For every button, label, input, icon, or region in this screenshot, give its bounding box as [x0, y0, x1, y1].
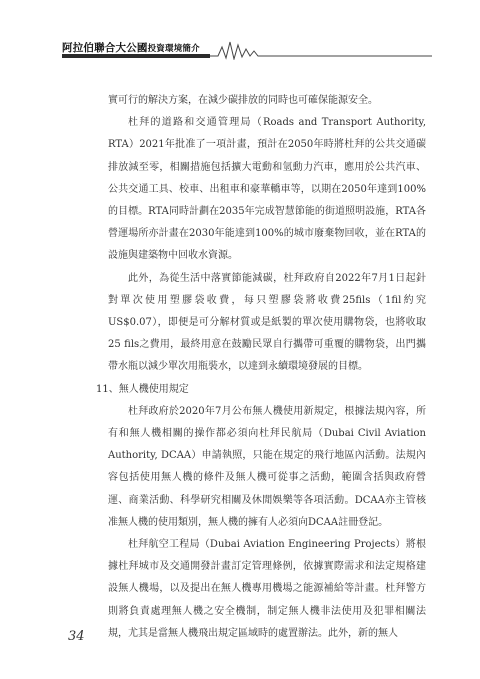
body-text [96, 90, 426, 645]
running-header [62, 38, 430, 60]
paragraph-drone-engineering: 杜拜航空工程局（Dubai Aviation Engineering Projects）將根據杜拜城市及交通開發計畫訂定管理條例，依據實際需求和法定規格建設無人機場，以及提出在無人機專用機場之能源補給等計畫。杜拜警方則將負責處理無人機之安全機制，制定無人機非法使用及犯罪相關法規，尤其是當無人機飛出規定區域時的處置辦法。此外，新的無人 [108, 539, 426, 639]
header-title-sub: 投資環境簡介 [147, 44, 200, 54]
header-title [62, 40, 200, 55]
section-heading-drones: 11、無人機使用規定 [96, 383, 189, 395]
paragraph-rta: 杜拜的道路和交通管理局（Roads and Transport Authority, RTA）2021年批准了一項計畫，預計在2050年時將杜拜的公共交通碳排放減至零，相關措施包括擴大電動和氫動力汽車，應用於公共汽車、公共交通工具、校車、出租車和豪華轎車等，以期在2050年達到100%的目標。RTA同時計劃在2035年完成智慧節能的街道照明設施，RTA各營運場所亦計畫在2030年能達到100%的城市廢棄物回收，並在RTA的設施與建築物中回收水資源。 [108, 117, 426, 262]
page-number: 34 [68, 629, 85, 644]
paragraph-drone-rules: 杜拜政府於2020年7月公布無人機使用新規定，根據法規內容，所有和無人機相關的操作都必須向杜拜民航局（Dubai Civil Aviation Authority, DCAA）申請執照，只能在規定的飛行地區內活動。法規內容包括使用無人機的條件及無人機可從事之活動，範圍含括與政府營運、商業活動、科學研究相關及休閒娛樂等各項活動。DCAA亦主管核准無人機的使用類別，無人機的擁有人必須向DCAA註冊登記。 [108, 405, 426, 528]
header-rule [62, 54, 210, 58]
header-wave-decoration [210, 38, 432, 60]
paragraph-plastic-bags: 此外，為從生活中落實節能減碳，杜拜政府自2022年7月1日起針對單次使用塑膠袋收費，每只塑膠袋將收費25fils（1fil約究US$0.07），即便是可分解材質或是紙製的單次使用購物袋，也將收取25 fils之費用，最終用意在鼓勵民眾自行攜帶可重覆的購物袋，出門攜帶水瓶以減少單次用瓶裝水，以達到永續環境發展的目標。 [108, 272, 426, 373]
header-title-main: 阿拉伯聯合大公國 [62, 42, 148, 54]
paragraph-continuation: 實可行的解決方案，在減少碳排放的同時也可確保能源安全。 [108, 95, 378, 106]
